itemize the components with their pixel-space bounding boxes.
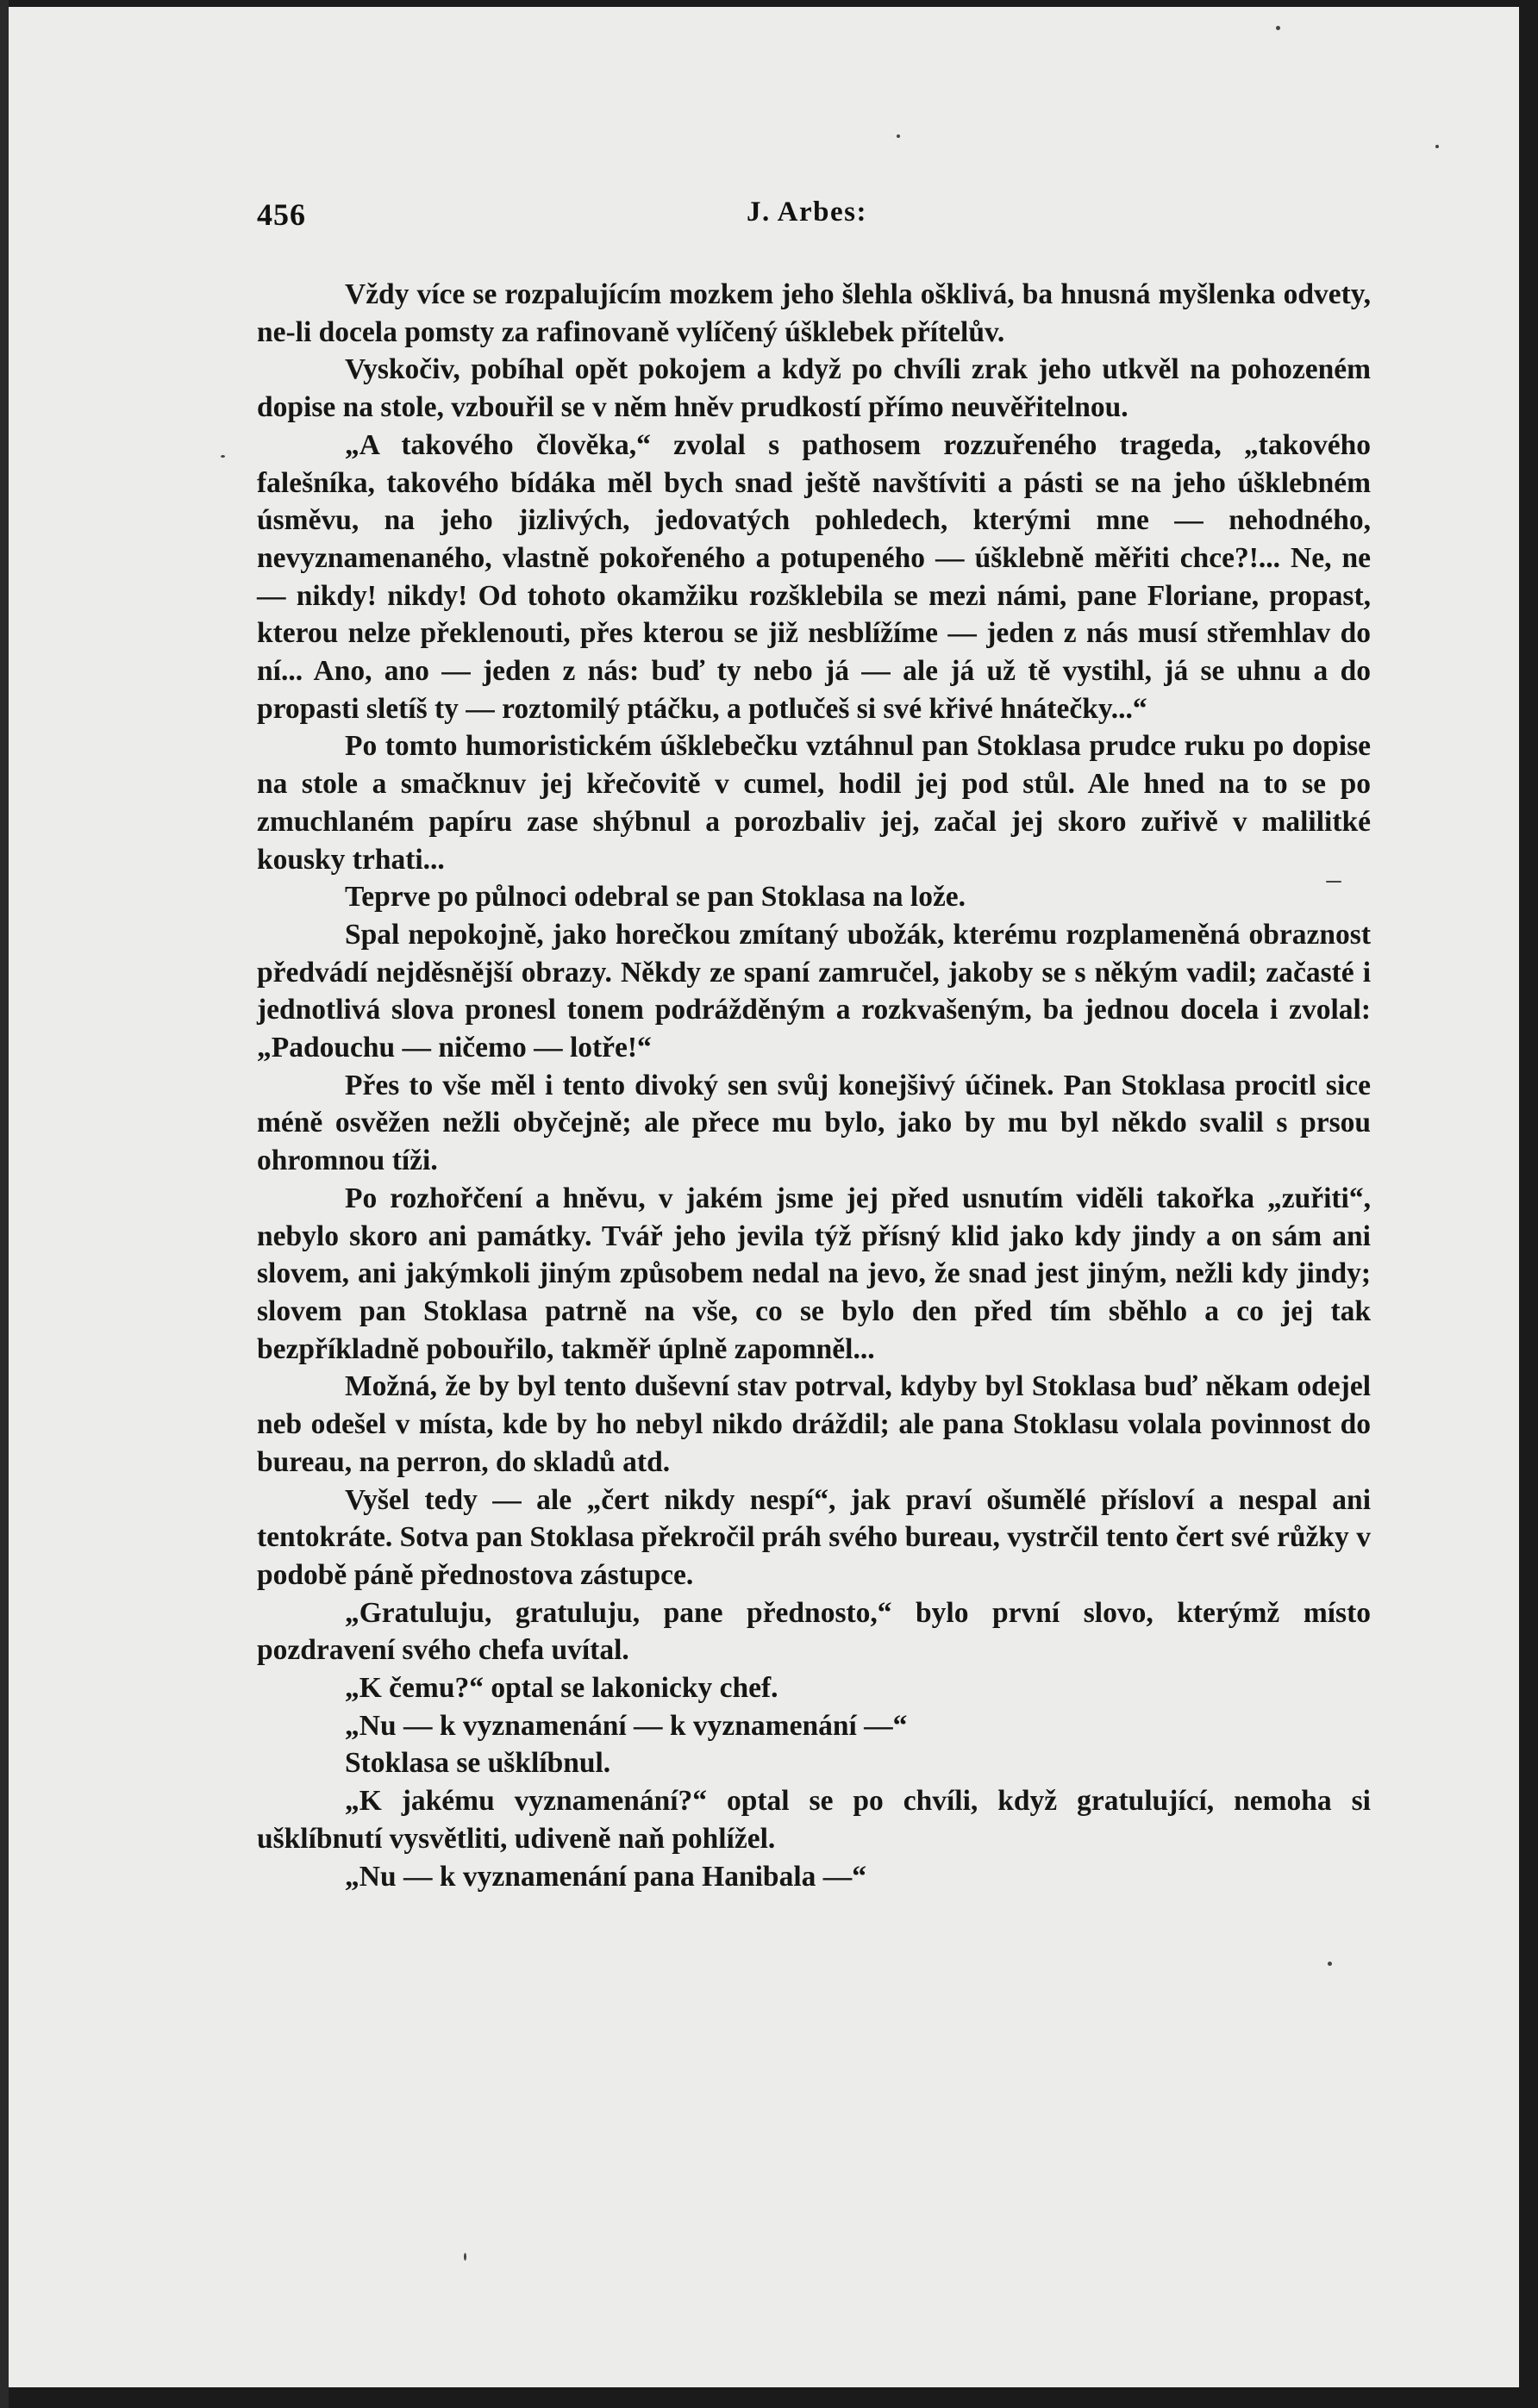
paragraph: Vyšel tedy — ale „čert nikdy nespí“, jak praví ošumělé přísloví a nespal ani tentokráte. Sotva pan Stoklasa překročil práh svého bureau, vystrčil tento čert své růžky v podobě páně přednostova zástupce. <box>257 1483 1371 1591</box>
paragraph: Vyskočiv, pobíhal opět pokojem a když po chvíli zrak jeho utkvěl na pohozeném dopise na stole, vzbouřil se v něm hněv prudkostí přímo neuvěřitelnou. <box>257 353 1371 424</box>
scan-speck <box>1328 1962 1332 1966</box>
paragraph: Spal nepokojně, jako horečkou zmítaný ubožák, kterému rozplameněná obraznost předvádí nejděsnější obrazy. Někdy ze spaní zamručel, jakoby se s někým vadil; začasté i jednotlivá slova pronesl tonem podrážděným a rozkvašeným, ba jednou docela i zvolal: „Padouchu — ničemo — lotře!“ <box>257 918 1371 1064</box>
paragraph: „K čemu?“ optal se lakonicky chef. <box>345 1672 778 1705</box>
scan-speck <box>1435 145 1439 148</box>
paragraph: Přes to vše měl i tento divoký sen svůj konejšivý účinek. Pan Stoklasa procitl sice méně osvěžen nežli obyčejně; ale přece mu bylo, jako by mu byl někdo svalil s prsou ohromnou tíži. <box>257 1069 1371 1177</box>
paragraph: Vždy více se rozpalujícím mozkem jeho šlehla ošklivá, ba hnusná myšlenka odvety, ne-li docela pomsty za rafinovaně vylíčený úšklebek přítelův. <box>257 278 1371 348</box>
paragraph: „K jakému vyznamenání?“ optal se po chvíli, když gratulující, nemoha si ušklíbnutí vysvětliti, udiveně naň pohlížel. <box>257 1785 1371 1855</box>
running-head: J. Arbes: <box>747 197 867 228</box>
page-header <box>257 197 1369 240</box>
paragraph: „A takového člověka,“ zvolal s pathosem rozzuřeného trageda, „takového falešníka, takového bídáka měl bych snad ještě navštíviti a pásti se na jeho úšklebném úsměvu, na jeho jizlivých, jedovatých pohledech, kterými mne — nehodného, nevyznamenaného, vlastně pokořeného a potupeného — úšklebně měřiti chce?!... Ne, ne — nikdy! nikdy! Od tohoto okamžiku rozšklebila se mezi námi, pane Floriane, propast, kterou nelze překlenouti, přes kterou se již nesblížíme — jeden z nás musí střemhlav do ní... Ano, ano — jeden z nás: buď ty nebo já — ale já už tě vystihl, já se uhnu a do propasti sletíš ty — roztomilý ptáčku, a potlučeš si své křivé hnátečky...“ <box>257 428 1371 725</box>
page-number: 456 <box>257 197 306 232</box>
paragraph: „Nu — k vyznamenání pana Hanibala —“ <box>345 1860 866 1893</box>
paragraph: „Nu — k vyznamenání — k vyznamenání —“ <box>345 1709 908 1742</box>
paragraph: Teprve po půlnoci odebral se pan Stoklasa na lože. <box>345 881 966 914</box>
scan-speck <box>221 455 225 458</box>
paragraph: Po rozhořčení a hněvu, v jakém jsme jej před usnutím viděli takořka „zuřiti“, nebylo skoro ani památky. Tvář jeho jevila týž přísný klid jako kdy jindy a on sám ani slovem, ani jakýmkoli jiným způsobem nedal na jevo, že snad jest jiným, nežli kdy jindy; slovem pan Stoklasa patrně na vše, co se bylo den před tím sběhlo a co jej tak bezpříkladně pobouřilo, takměř úplně zapomněl... <box>257 1182 1371 1365</box>
scan-edge-shadow <box>0 0 9 2408</box>
scan-speck <box>897 134 900 138</box>
scan-speck <box>464 2253 466 2261</box>
scan-speck <box>1276 26 1280 30</box>
paragraph: Stoklasa se ušklíbnul. <box>345 1747 611 1780</box>
paragraph: „Gratuluju, gratuluju, pane přednosto,“ bylo první slovo, kterýmž místo pozdravení svého chefa uvítal. <box>257 1596 1371 1667</box>
paragraph: Možná, že by byl tento duševní stav potrval, kdyby byl Stoklasa buď někam odejel neb odešel v místa, kde by ho nebyl nikdo dráždil; ale pana Stoklasu volala povinnost do bureau, na perron, do skladů atd. <box>257 1370 1371 1478</box>
paragraph: Po tomto humoristickém úšklebečku vztáhnul pan Stoklasa prudce ruku po dopise na stole a smačknuv jej křečovitě v cumel, hodil jej pod stůl. Ale hned na to se po zmuchlaném papíru zase shýbnul a porozbaliv jej, začal jej skoro zuřivě v malilitké kousky trhati... <box>257 730 1371 876</box>
body-text <box>257 276 1371 1895</box>
